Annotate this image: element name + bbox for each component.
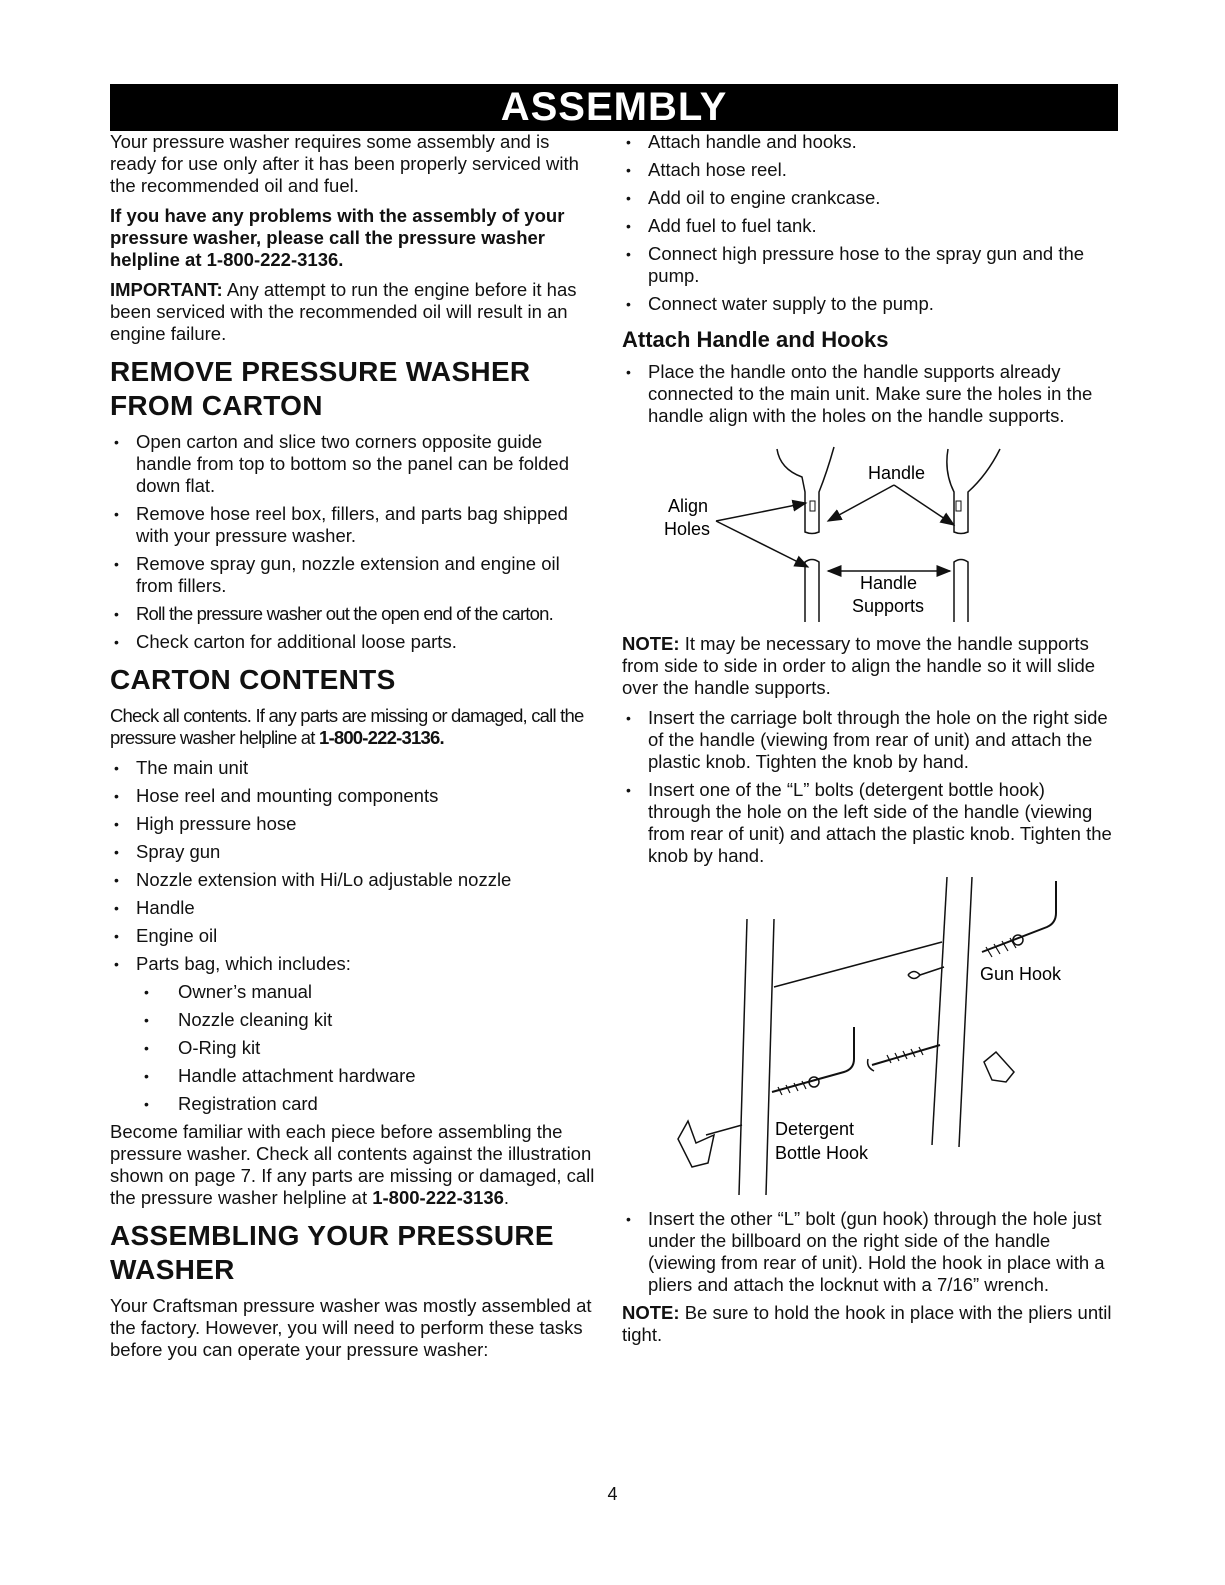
label-handle-2: Handle bbox=[860, 573, 918, 593]
align-hole-right bbox=[956, 501, 961, 511]
handle-supports-figure bbox=[622, 437, 1112, 622]
intro-paragraph: Your pressure washer requires some assembly and is ready for use only after it has been properly serviced with the recommended oil and fuel. bbox=[110, 131, 579, 196]
left-column bbox=[110, 131, 596, 1369]
note-label: NOTE: bbox=[622, 633, 680, 654]
attach-list bbox=[622, 361, 1112, 427]
list-item: • Check carton for additional loose parts. bbox=[110, 631, 596, 653]
carriage-bolt bbox=[868, 1045, 940, 1071]
contents-heading: CARTON CONTENTS bbox=[110, 664, 396, 695]
list-item: • Spray gun bbox=[110, 841, 596, 863]
list-item: • Place the handle onto the handle supports already connected to the main unit. Make sure the holes in the handle align with the holes on the handle supports. bbox=[622, 361, 1112, 427]
contents-list bbox=[110, 757, 596, 975]
list-item: • Remove hose reel box, fillers, and parts bag shipped with your pressure washer. bbox=[110, 503, 596, 547]
note-tight bbox=[622, 1302, 1112, 1346]
contents-intro bbox=[110, 705, 596, 749]
right-column bbox=[622, 131, 1112, 1354]
hooks-figure bbox=[622, 877, 1112, 1197]
label-align: Align bbox=[668, 496, 709, 516]
familiar-end: . bbox=[503, 1187, 510, 1208]
list-item: • Insert one of the “L” bolts (detergent bottle hook) through the hole on the left side of the handle (viewing from rear of unit) and attach the plastic knob. Tighten the knob by hand. bbox=[622, 779, 1112, 867]
list-item: • Add oil to engine crankcase. bbox=[622, 187, 1112, 209]
remove-list bbox=[110, 431, 596, 653]
familiar-phone: 1-800-222-3136 bbox=[372, 1187, 504, 1208]
list-item: • Engine oil bbox=[110, 925, 596, 947]
important-text: Any attempt to run the engine before it has been serviced with the recommended oil will result in an engine failure. bbox=[110, 279, 577, 344]
list-item: • Handle attachment hardware bbox=[110, 1065, 596, 1087]
task-list bbox=[622, 131, 1112, 315]
arrow-align-support bbox=[716, 521, 808, 567]
label-supports: Supports bbox=[852, 596, 925, 616]
list-item: • O-Ring kit bbox=[110, 1037, 596, 1059]
align-hole-left bbox=[810, 501, 815, 511]
list-item: • Registration card bbox=[110, 1093, 596, 1115]
list-item: • Add fuel to fuel tank. bbox=[622, 215, 1112, 237]
list-item: • Attach hose reel. bbox=[622, 159, 1112, 181]
familiar-paragraph bbox=[110, 1121, 596, 1209]
support-left bbox=[805, 560, 819, 623]
page-title: ASSEMBLY bbox=[110, 84, 1118, 131]
list-item: • Owner’s manual bbox=[110, 981, 596, 1003]
contents-intro-text: Check all contents. If any parts are missing or damaged, call the pressure washer helpline at bbox=[110, 705, 584, 748]
note-text: It may be necessary to move the handle supports from side to side in order to align the handle so it will slide over the handle supports. bbox=[622, 633, 1096, 698]
important-label: IMPORTANT: bbox=[110, 279, 223, 300]
list-item: • Connect water supply to the pump. bbox=[622, 293, 1112, 315]
step-list bbox=[622, 707, 1112, 867]
knob-left bbox=[678, 1121, 714, 1167]
arrow-handle-right bbox=[894, 485, 954, 525]
list-item: • Insert the carriage bolt through the hole on the right side of the handle (viewing from rear of unit) and attach the plastic knob. Tighten the knob by hand. bbox=[622, 707, 1112, 773]
arrow-align-left bbox=[716, 503, 806, 521]
list-item: • Attach handle and hooks. bbox=[622, 131, 1112, 153]
list-item: • Connect high pressure hose to the spray gun and the pump. bbox=[622, 243, 1112, 287]
attach-heading: Attach Handle and Hooks bbox=[622, 327, 889, 352]
familiar-text: Become familiar with each piece before assembling the pressure washer. Check all contents against the illustration shown on page 7. If any parts are missing or damaged, call the pressure washer helpline at bbox=[110, 1121, 595, 1208]
helpline-phone: 1-800-222-3136. bbox=[318, 727, 444, 748]
support-right bbox=[954, 560, 968, 623]
list-item: • Roll the pressure washer out the open end of the carton. bbox=[110, 603, 596, 625]
handle-right-end bbox=[947, 449, 1000, 534]
handle-left-end bbox=[777, 447, 834, 534]
note-label: NOTE: bbox=[622, 1302, 680, 1323]
label-holes: Holes bbox=[664, 519, 711, 539]
arrow-handle-left bbox=[828, 485, 894, 521]
knob-right bbox=[984, 1052, 1014, 1082]
parts-bag-list bbox=[110, 981, 596, 1115]
page-number: 4 bbox=[607, 1484, 618, 1504]
remove-heading: REMOVE PRESSURE WASHER FROM CARTON bbox=[110, 356, 531, 421]
assembling-paragraph: Your Craftsman pressure washer was mostly assembled at the factory. However, you will need to perform these tasks before you can operate your pressure washer: bbox=[110, 1295, 592, 1360]
note-text: Be sure to hold the hook in place with the pliers until tight. bbox=[622, 1302, 1112, 1345]
label-gun-hook: Gun Hook bbox=[980, 964, 1062, 984]
note-align bbox=[622, 633, 1112, 699]
label-detergent: Detergent bbox=[775, 1119, 855, 1139]
list-item: • Handle bbox=[110, 897, 596, 919]
list-item: • Nozzle extension with Hi/Lo adjustable nozzle bbox=[110, 869, 596, 891]
list-item: • Remove spray gun, nozzle extension and engine oil from fillers. bbox=[110, 553, 596, 597]
list-item: • Open carton and slice two corners opposite guide handle from top to bottom so the panel can be folded down flat. bbox=[110, 431, 596, 497]
important-paragraph bbox=[110, 279, 596, 345]
helpline-notice: If you have any problems with the assembly of your pressure washer, please call the pressure washer helpline at 1-800-222-3136. bbox=[110, 205, 565, 270]
list-item: • High pressure hose bbox=[110, 813, 596, 835]
list-item: • Hose reel and mounting components bbox=[110, 785, 596, 807]
gun-hook-step bbox=[622, 1208, 1112, 1296]
list-item: • The main unit bbox=[110, 757, 596, 779]
label-handle: Handle bbox=[868, 463, 926, 483]
list-item: • Parts bag, which includes: bbox=[110, 953, 596, 975]
list-item: • Nozzle cleaning kit bbox=[110, 1009, 596, 1031]
list-item: • Insert the other “L” bolt (gun hook) through the hole just under the billboard on the right side of the handle (viewing from rear of unit). Hold the hook in place with a pliers and attach the locknut with a 7/16” wrench. bbox=[622, 1208, 1112, 1296]
detergent-hook bbox=[772, 1027, 854, 1095]
assembling-heading: ASSEMBLING YOUR PRESSURE WASHER bbox=[110, 1220, 554, 1285]
label-bottle-hook: Bottle Hook bbox=[775, 1143, 869, 1163]
